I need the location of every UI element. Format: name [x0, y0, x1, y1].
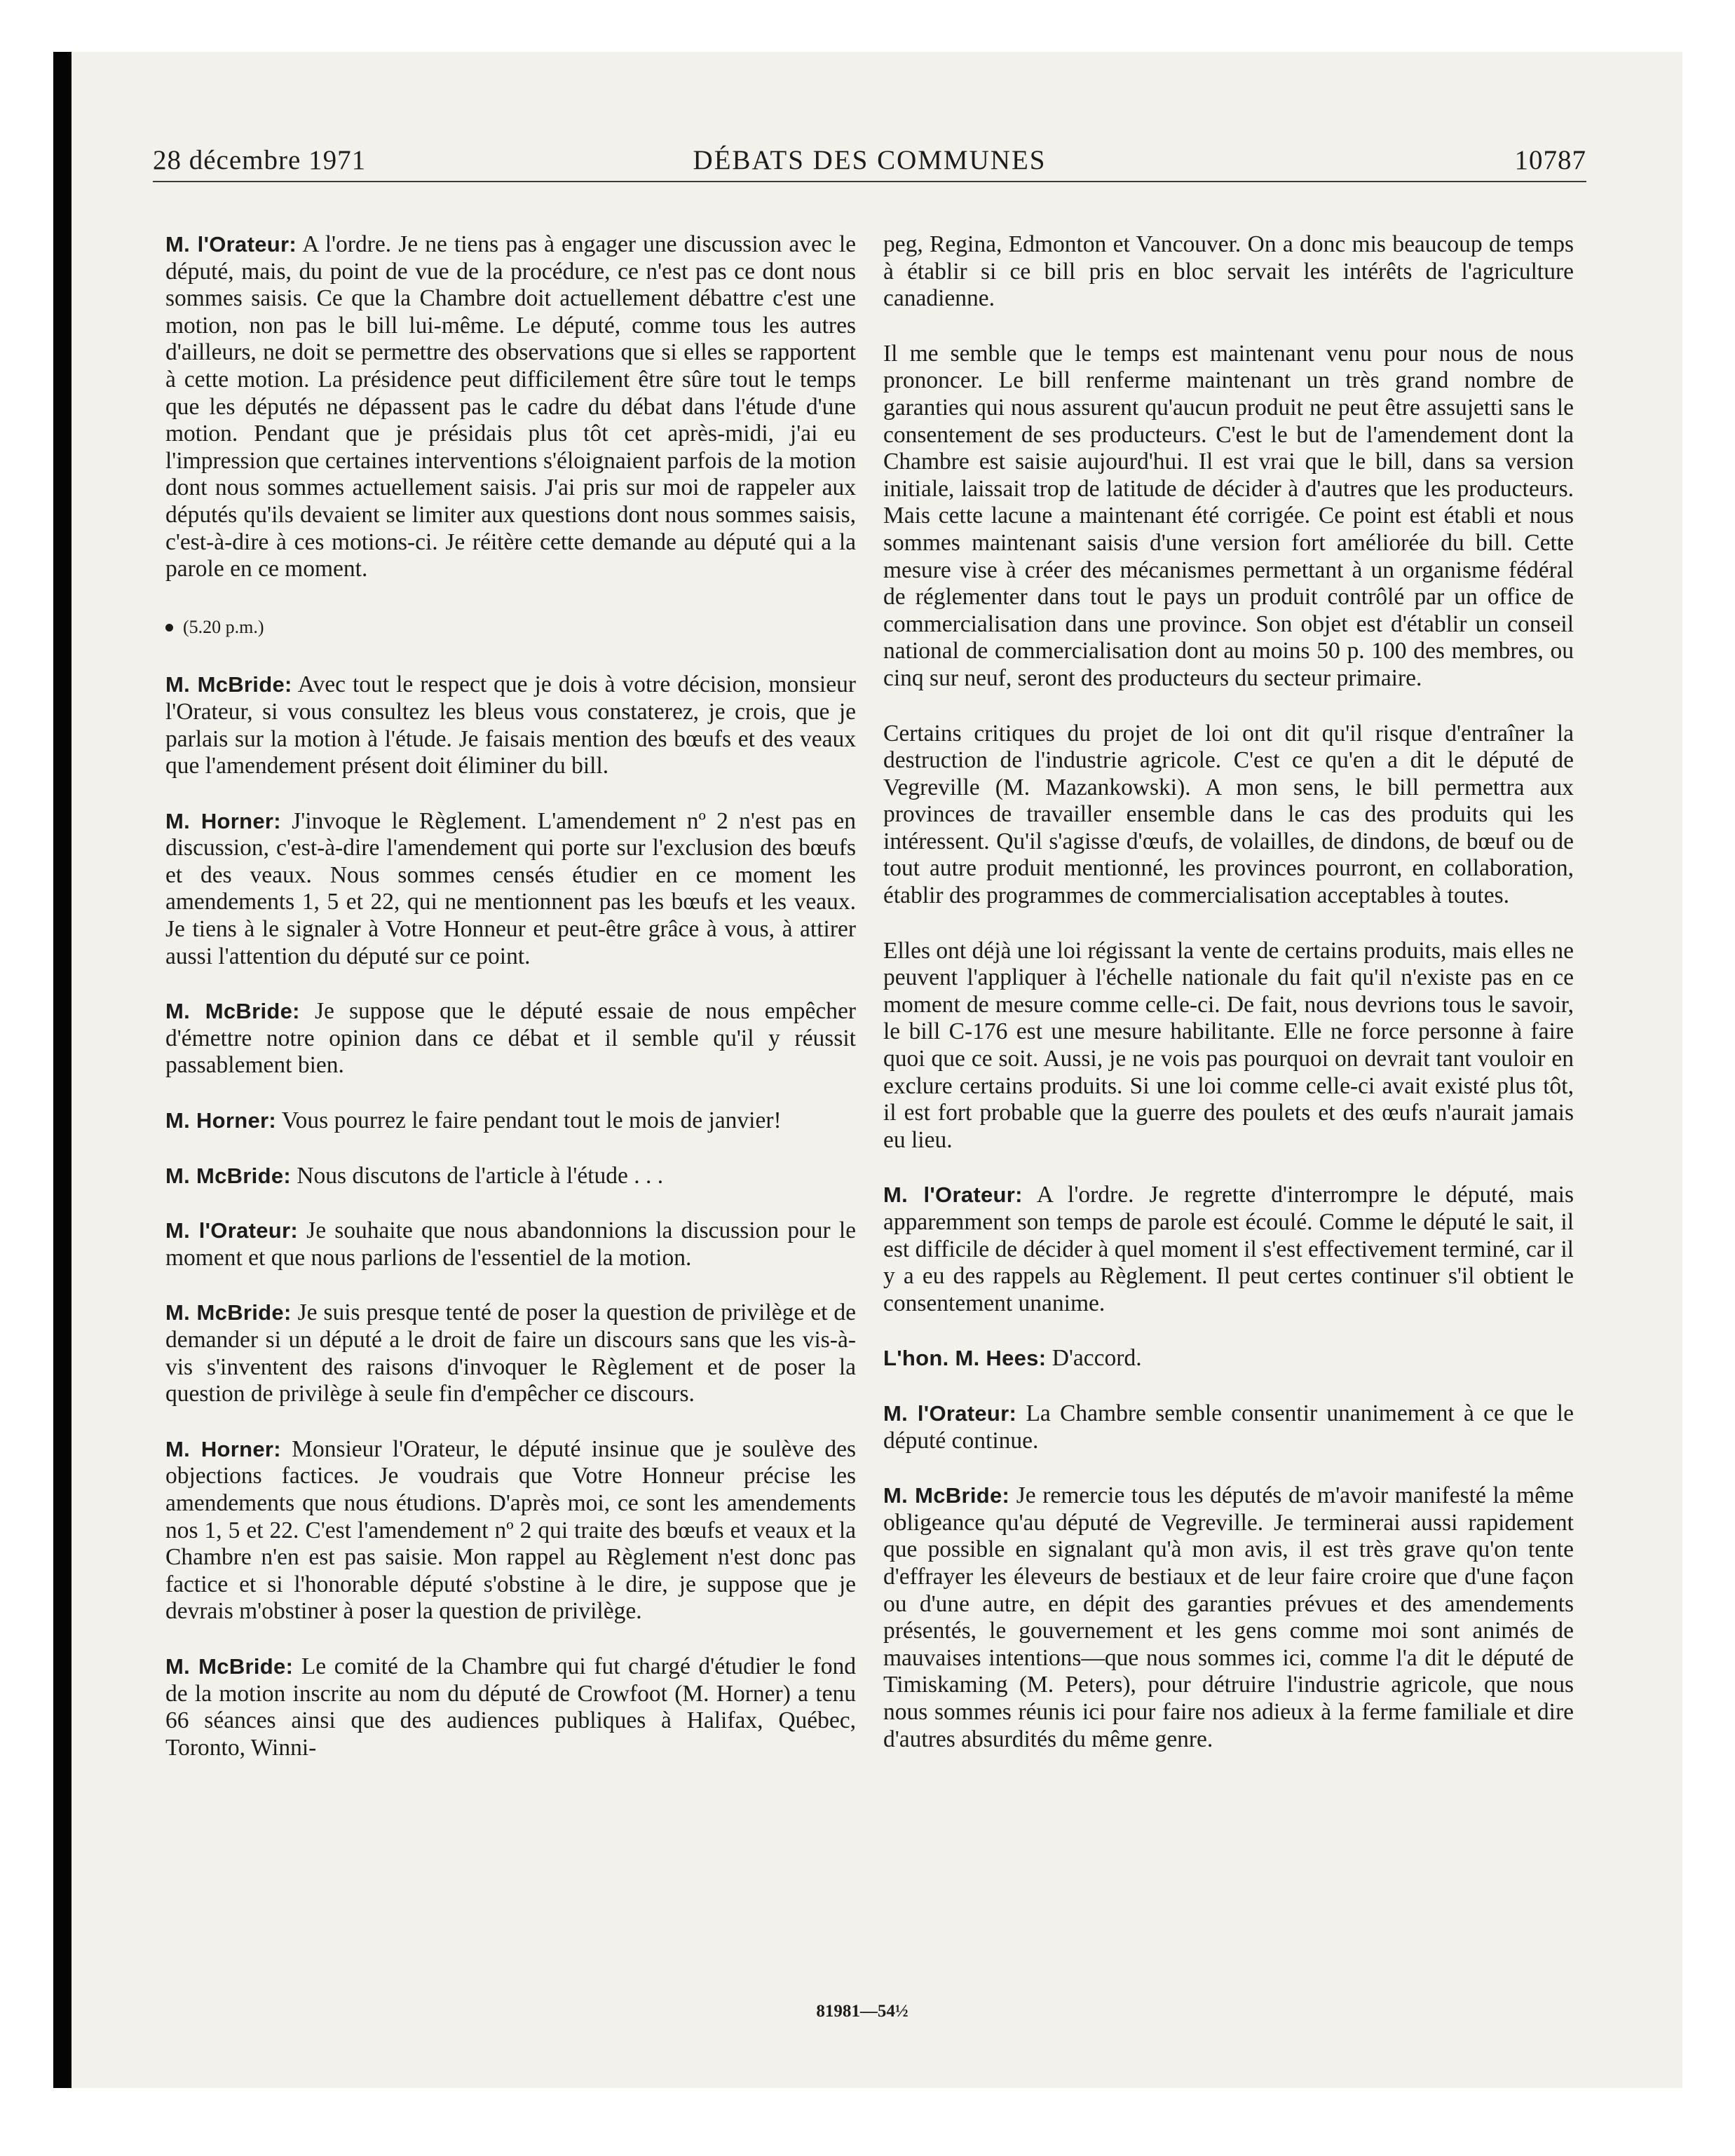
speech-text: Il me semble que le temps est maintenant venu pour nous de nous prononcer. Le bill renferme maintenant un très grand nombre de garanties qui nous assurent qu'aucun produit ne peut être assujetti sans le consentement de ses producteurs. C'est le but de l'amendement dont la Chambre est saisie aujourd'hui. Il est vrai que le bill, dans sa version initiale, laissait trop de latitude de décider à d'autres que les producteurs. Mais cette lacune a maintenant été corrigée. Ce point est établi et nous sommes maintenant saisis d'une version fort améliorée du bill. Cette mesure vise à créer des mécanismes permettant à un organisme fédéral de réglementer dans tout le pays un produit contrôlé par un office de commercialisation dans une province. Son objet est d'établir un conseil national de commercialisation dont au moins 50 p. 100 des membres, ou cinq sur neuf, seront des producteurs du secteur primaire. [883, 340, 1574, 691]
speech-text: A l'ordre. Je regrette d'interrompre le député, mais apparemment son temps de parole est écoulé. Comme le député le sait, il est difficile de décider à quel moment il s'est effectivement terminé, car il y a eu des rappels au Règlement. Il peut certes continuer s'il obtient le consentement unanime. [883, 1182, 1574, 1316]
speech-paragraph [165, 1217, 856, 1271]
scan-binding-edge [53, 52, 72, 2088]
speech-text: J'invoque le Règlement. L'amendement nº 2 n'est pas en discussion, c'est-à-dire l'amendement qui porte sur l'exclusion des bœufs et des veaux. Nous sommes censés étudier en ce moment les amendements 1, 5 et 22, qui ne mentionnent pas les bœufs et les veaux. Je tiens à le signaler à Votre Honneur et peut-être grâce à vous, à attirer aussi l'attention du député sur ce point. [165, 807, 857, 969]
time-marker-text: (5.20 p.m.) [183, 616, 264, 637]
speech-paragraph [165, 231, 856, 583]
page-footer-code: 81981—54½ [816, 2002, 909, 2021]
speech-paragraph [883, 1400, 1574, 1454]
speaker-name: M. McBride: [165, 1163, 291, 1188]
speech-text: Le comité de la Chambre qui fut chargé d'étudier le fond de la motion inscrite au nom du député de Crowfoot (M. Horner) a tenu 66 séances ainsi que des audiences publiques à Halifax, Québec, Toronto, Winni- [165, 1653, 857, 1761]
speech-paragraph [165, 1653, 856, 1761]
speaker-name: M. Horner: [165, 1436, 281, 1461]
page-margin [0, 0, 55, 2156]
speech-text: Vous pourrez le faire pendant tout le mois de janvier! [281, 1107, 782, 1134]
speech-paragraph [883, 1182, 1574, 1317]
speech-text: Je souhaite que nous abandonnions la discussion pour le moment et que nous parlions de l'essentiel de la motion. [165, 1217, 856, 1271]
speech-text: Certains critiques du projet de loi ont dit qu'il risque d'entraîner la destruction de l'industrie agricole. C'est ce qu'en a dit le député de Vegreville (M. Mazankowski). A mon sens, le bill permettra aux provinces de travailler ensemble dans le cas des produits qui les intéressent. Qu'il s'agisse d'œufs, de volailles, de dindons, de bœuf ou de tout autre produit mentionné, les provinces pourront, en collaboration, établir des programmes de commercialisation acceptables à toutes. [883, 720, 1574, 909]
speech-text: Monsieur l'Orateur, le député insinue que je soulève des objections factices. Je voudrais que Votre Honneur précise les amendements que nous étudions. D'après moi, ce sont les amendements nos 1, 5 et 22. C'est l'amendement nº 2 qui traite des bœufs et veaux et la Chambre n'en est pas saisie. Mon rappel au Règlement n'est donc pas factice et si l'honorable député s'obstine à le dire, je suppose que je devrais m'obstiner à poser la question de privilège. [165, 1435, 857, 1625]
header-page-number: 10787 [1514, 145, 1586, 175]
speech-paragraph [165, 1107, 856, 1135]
speech-paragraph [165, 1436, 856, 1625]
speech-text: La Chambre semble consentir unanimement à ce que le député continue. [883, 1400, 1574, 1454]
bullet-icon [165, 624, 173, 632]
time-marker [165, 614, 856, 641]
speech-paragraph [883, 1345, 1574, 1372]
speech-text: D'accord. [1052, 1345, 1142, 1372]
speech-paragraph [883, 341, 1574, 692]
speech-paragraph [165, 671, 856, 779]
speaker-name: M. McBride: [165, 1653, 294, 1679]
speech-paragraph [883, 938, 1574, 1154]
speech-paragraph [883, 721, 1574, 910]
speaker-name: M. McBride: [883, 1483, 1010, 1508]
speaker-name: M. l'Orateur: [883, 1400, 1017, 1426]
speaker-name: M. McBride: [165, 999, 300, 1024]
speaker-name: M. l'Orateur: [883, 1182, 1023, 1208]
speech-text: Je suppose que le député essaie de nous empêcher d'émettre notre opinion dans ce débat et il semble qu'il y réussit passablement bien. [165, 998, 856, 1079]
left-column [165, 231, 856, 1761]
speaker-name: M. Horner: [165, 1108, 276, 1133]
speech-paragraph [165, 1163, 856, 1190]
header-title: DÉBATS DES COMMUNES [693, 145, 1047, 175]
speech-paragraph [883, 231, 1574, 313]
speech-text: Avec tout le respect que je dois à votre décision, monsieur l'Orateur, si vous consultez les bleus vous constaterez, je crois, que je parlais sur la motion à l'étude. Je faisais mention des bœufs et des veaux que l'amendement présent doit éliminer du bill. [165, 671, 857, 779]
speech-paragraph [165, 808, 856, 971]
speech-paragraph [165, 1299, 856, 1407]
speaker-name: M. l'Orateur: [165, 232, 297, 257]
speaker-name: M. McBride: [165, 1300, 292, 1325]
speech-paragraph [883, 1482, 1574, 1753]
speech-paragraph [165, 998, 856, 1079]
speaker-name: M. McBride: [165, 672, 292, 697]
speech-text: Je remercie tous les députés de m'avoir manifesté la même obligeance qu'au député de Vegreville. Je terminerai aussi rapidement que possible en signalant qu'à mon avis, il est très grave qu'on tente d'effrayer les éleveurs de bestiaux et de leur faire croire que d'une façon ou d'une autre, en dépit des garanties prévues et des amendements présentés, le gouvernement et les gens comme moi sont animés de mauvaises intentions—que nous sommes ici, comme l'a dit le député de Timiskaming (M. Peters), pour détruire l'industrie agricole, que nous nous sommes réunis ici pour faire nos adieux à la ferme familiale et dire d'autres absurdités du même genre. [883, 1482, 1574, 1752]
speech-text: Elles ont déjà une loi régissant la vente de certains produits, mais elles ne peuvent l'appliquer à l'échelle nationale du fait qu'il n'existe pas en ce moment de mesure comme celle-ci. De fait, nous devrions tous le savoir, le bill C-176 est une mesure habilitante. Elle ne force personne à faire quoi que ce soit. Aussi, je ne vois pas pourquoi on devrait tant vouloir en exclure certains produits. Si une loi comme celle-ci avait existé plus tôt, il est fort probable que la guerre des poulets et des œufs n'aurait jamais eu lieu. [883, 937, 1574, 1153]
speech-text: A l'ordre. Je ne tiens pas à engager une discussion avec le député, mais, du point de vue de la procédure, ce n'est pas ce dont nous sommes saisis. Ce que la Chambre doit actuellement débattre c'est une motion, non pas le bill lui-même. Le député, comme tous les autres d'ailleurs, ne doit se permettre des observations que si elles se rapportent à cette motion. La présidence peut difficilement être sûre tout le temps que les députés ne dépassent pas le cadre du débat dans l'étude d'une motion. Pendant que je présidais plus tôt cet après-midi, j'ai eu l'impression que certaines interventions s'éloignaient parfois de la motion dont nous sommes actuellement saisis. J'ai pris sur moi de rappeler aux députés qu'ils devaient se limiter aux questions dont nous sommes saisis, c'est-à-dire à ces motions-ci. Je réitère cette demande au député qui a la parole en ce moment. [165, 231, 856, 582]
speaker-name: L'hon. M. Hees: [883, 1346, 1047, 1371]
speech-text: peg, Regina, Edmonton et Vancouver. On a donc mis beaucoup de temps à établir si ce bill pris en bloc servait les intérêts de l'agriculture canadienne. [883, 231, 1574, 312]
header-date: 28 décembre 1971 [153, 145, 367, 175]
speaker-name: M. l'Orateur: [165, 1218, 299, 1243]
page-header [153, 140, 1586, 182]
speech-text: Nous discutons de l'article à l'étude . . . [297, 1162, 664, 1189]
right-column [883, 231, 1574, 1753]
speaker-name: M. Horner: [165, 808, 281, 833]
speech-text: Je suis presque tenté de poser la question de privilège et de demander si un député a le droit de faire un discours sans que les vis-à-vis s'inventent des raisons d'invoquer le Règlement et de poser la question de privilège à seule fin d'empêcher ce discours. [165, 1299, 857, 1407]
